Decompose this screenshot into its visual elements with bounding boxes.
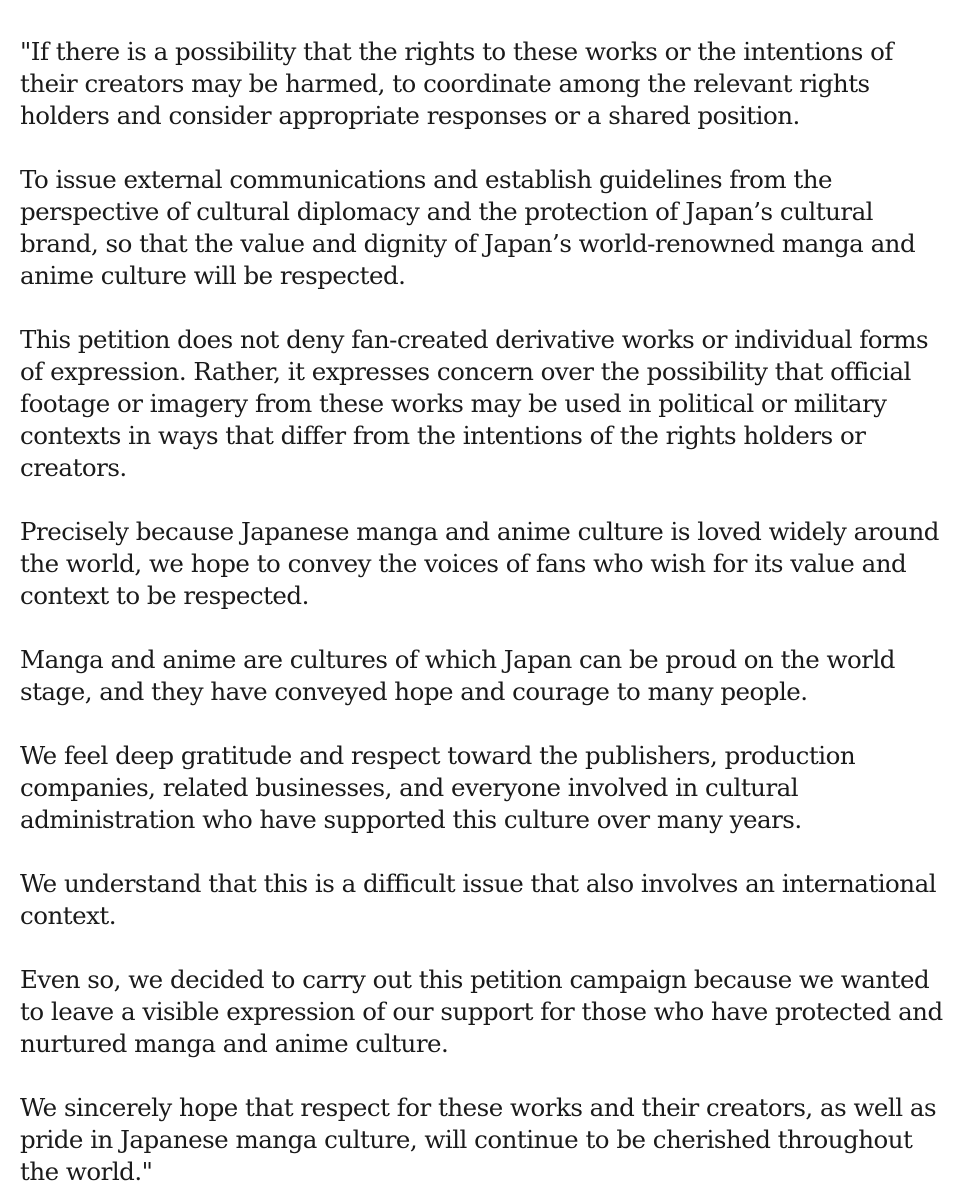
paragraph-pride: Manga and anime are cultures of which Japan can be proud on the world stage, and they have conveyed hope and courage to many people.	[20, 645, 895, 706]
paragraph-difficult-issue: We understand that this is a difficult issue that also involves an international context.	[20, 869, 937, 930]
paragraph-cultural-diplomacy: To issue external communications and establish guidelines from the perspective of cultural diplomacy and the protection of Japan’s cultural brand, so that the value and dignity of Japan’s world-renowned manga and anime culture will be respected.	[20, 165, 916, 290]
paragraph-coordination: "If there is a possibility that the rights to these works or the intentions of their creators may be harmed, to coordinate among the relevant rights holders and consider appropriate responses or a shared position.	[20, 37, 893, 130]
paragraph-loved-worldwide: Precisely because Japanese manga and anime culture is loved widely around the world, we hope to convey the voices of fans who wish for its value and context to be respected.	[20, 517, 939, 610]
paragraph-gratitude: We feel deep gratitude and respect toward the publishers, production companies, related businesses, and everyone involved in cultural administration who have supported this culture over many years.	[20, 741, 856, 834]
paragraph-campaign-reason: Even so, we decided to carry out this petition campaign because we wanted to leave a visible expression of our support for those who have protected and nurtured manga and anime culture.	[20, 965, 943, 1058]
petition-text	[20, 36, 944, 1188]
paragraph-fan-works: This petition does not deny fan-created derivative works or individual forms of expression. Rather, it expresses concern over the possibility that official footage or imagery from these works may be used in political or military contexts in ways that differ from the intentions of the rights holders or creators.	[20, 325, 929, 482]
paragraph-closing-hope: We sincerely hope that respect for these works and their creators, as well as pride in Japanese manga culture, will continue to be cherished throughout the world."	[20, 1093, 937, 1186]
